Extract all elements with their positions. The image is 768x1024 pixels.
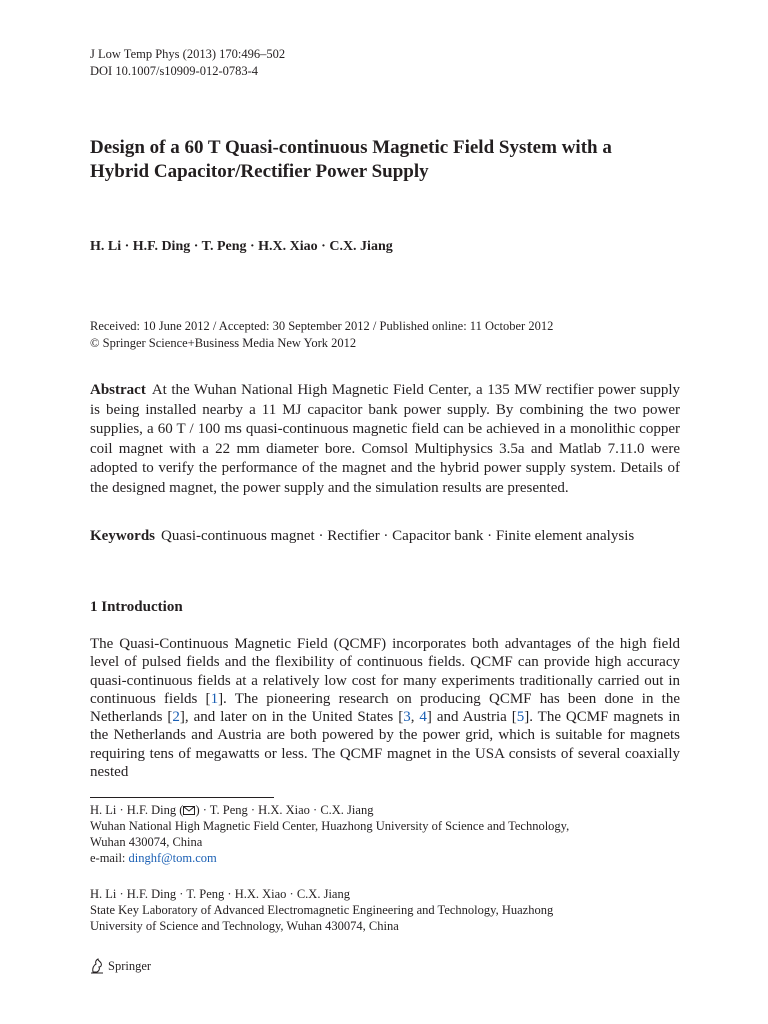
citation-link[interactable]: 3 <box>403 709 411 726</box>
intro-text: ]. The QCMF magnets in the Netherlands and Austria are both powered by the power grid, which is suitable for magnets requiring tens of megawatts or less. The QCMF magnet in the USA consists of several coaxially nested <box>90 709 680 781</box>
affiliation-line: State Key Laboratory of Advanced Electromagnetic Engineering and Technology, Huazhong <box>90 903 554 917</box>
affiliation-block-2 <box>90 886 553 934</box>
intro-text: ], and later on in the United States [ <box>179 709 404 726</box>
abstract <box>90 381 680 499</box>
intro-text: The Quasi-Continuous Magnetic Field (QCMF) incorporates both advantages of the high field level of pulsed fields and the flexibility of continuous fields. QCMF can provide high accuracy quasi-continuous fields at a relatively low cost for many experiments traditionally carried out in continuous fields [ <box>90 636 680 707</box>
journal-header <box>90 46 285 80</box>
citation-link[interactable]: 5 <box>516 709 525 726</box>
footnote-divider <box>90 797 274 798</box>
springer-horse-icon <box>90 958 104 974</box>
abstract-text: At the Wuhan National High Magnetic Field Center, a 135 MW rectifier power supply is being installed nearby a 11 MJ capacitor bank power supply. By combining the two power supplies, a 60 T / 100 ms quasi-continuous magnetic field can be achieved in a monolithic copper coil magnet with a 22 mm diameter bore. Comsol Multiphysics 3.5a and Matlab 7.11.0 were adopted to verify the performance of the magnet and the hybrid power supply system. Details of the designed magnet, the power supply and the simulation results are presented. <box>90 382 680 496</box>
section-heading-introduction: 1 Introduction <box>90 599 183 615</box>
paper-title: Design of a 60 T Quasi-continuous Magnetic Field System with a Hybrid Capacitor/Rectifier Power Supply <box>90 137 612 182</box>
keywords-label: Keywords <box>90 528 155 544</box>
affiliation-authors: H. Li · H.F. Ding · T. Peng · H.X. Xiao · C.X. Jiang <box>90 887 350 901</box>
publisher-name: Springer <box>108 958 152 973</box>
abstract-label: Abstract <box>90 382 146 398</box>
envelope-icon <box>183 806 195 815</box>
introduction-paragraph <box>90 635 680 781</box>
affiliation-line: Wuhan National High Magnetic Field Center, Huazhong University of Science and Technology, <box>90 819 570 833</box>
intro-text: ] and Austria [ <box>426 709 517 726</box>
email-label: e-mail: <box>90 851 129 865</box>
citation-link[interactable]: 4 <box>419 709 427 726</box>
affiliation-line: Wuhan 430074, China <box>90 835 203 849</box>
affiliation-authors-text: ) · T. Peng · H.X. Xiao · C.X. Jiang <box>195 803 374 817</box>
intro-text: ]. The pioneering research on producing QCMF has been done in the Netherlands [ <box>90 690 680 726</box>
affiliation-block-1 <box>90 802 569 866</box>
email-line <box>90 850 569 866</box>
affiliation-authors-text: H. Li · H.F. Ding ( <box>90 803 184 817</box>
affiliation-line: University of Science and Technology, Wuhan 430074, China <box>90 919 399 933</box>
doi[interactable]: DOI 10.1007/s10909-012-0783-4 <box>90 64 259 78</box>
citation-link[interactable]: 1 <box>210 690 219 707</box>
citation-link[interactable]: 2 <box>172 709 180 726</box>
publisher-footer <box>90 958 151 974</box>
affiliation-authors <box>90 802 569 818</box>
copyright-notice: © Springer Science+Business Media New York 2012 <box>90 336 357 350</box>
publication-dates: Received: 10 June 2012 / Accepted: 30 September 2012 / Published online: 11 October 2012 <box>90 319 554 333</box>
keywords <box>90 527 680 547</box>
journal-citation: J Low Temp Phys (2013) 170:496–502 <box>90 47 286 61</box>
intro-text: , <box>410 709 420 726</box>
keywords-text: Quasi-continuous magnet · Rectifier · Capacitor bank · Finite element analysis <box>161 528 635 544</box>
publication-history <box>90 318 553 352</box>
author-list: H. Li · H.F. Ding · T. Peng · H.X. Xiao · C.X. Jiang <box>90 239 393 254</box>
email-link[interactable]: dinghf@tom.com <box>128 851 217 865</box>
